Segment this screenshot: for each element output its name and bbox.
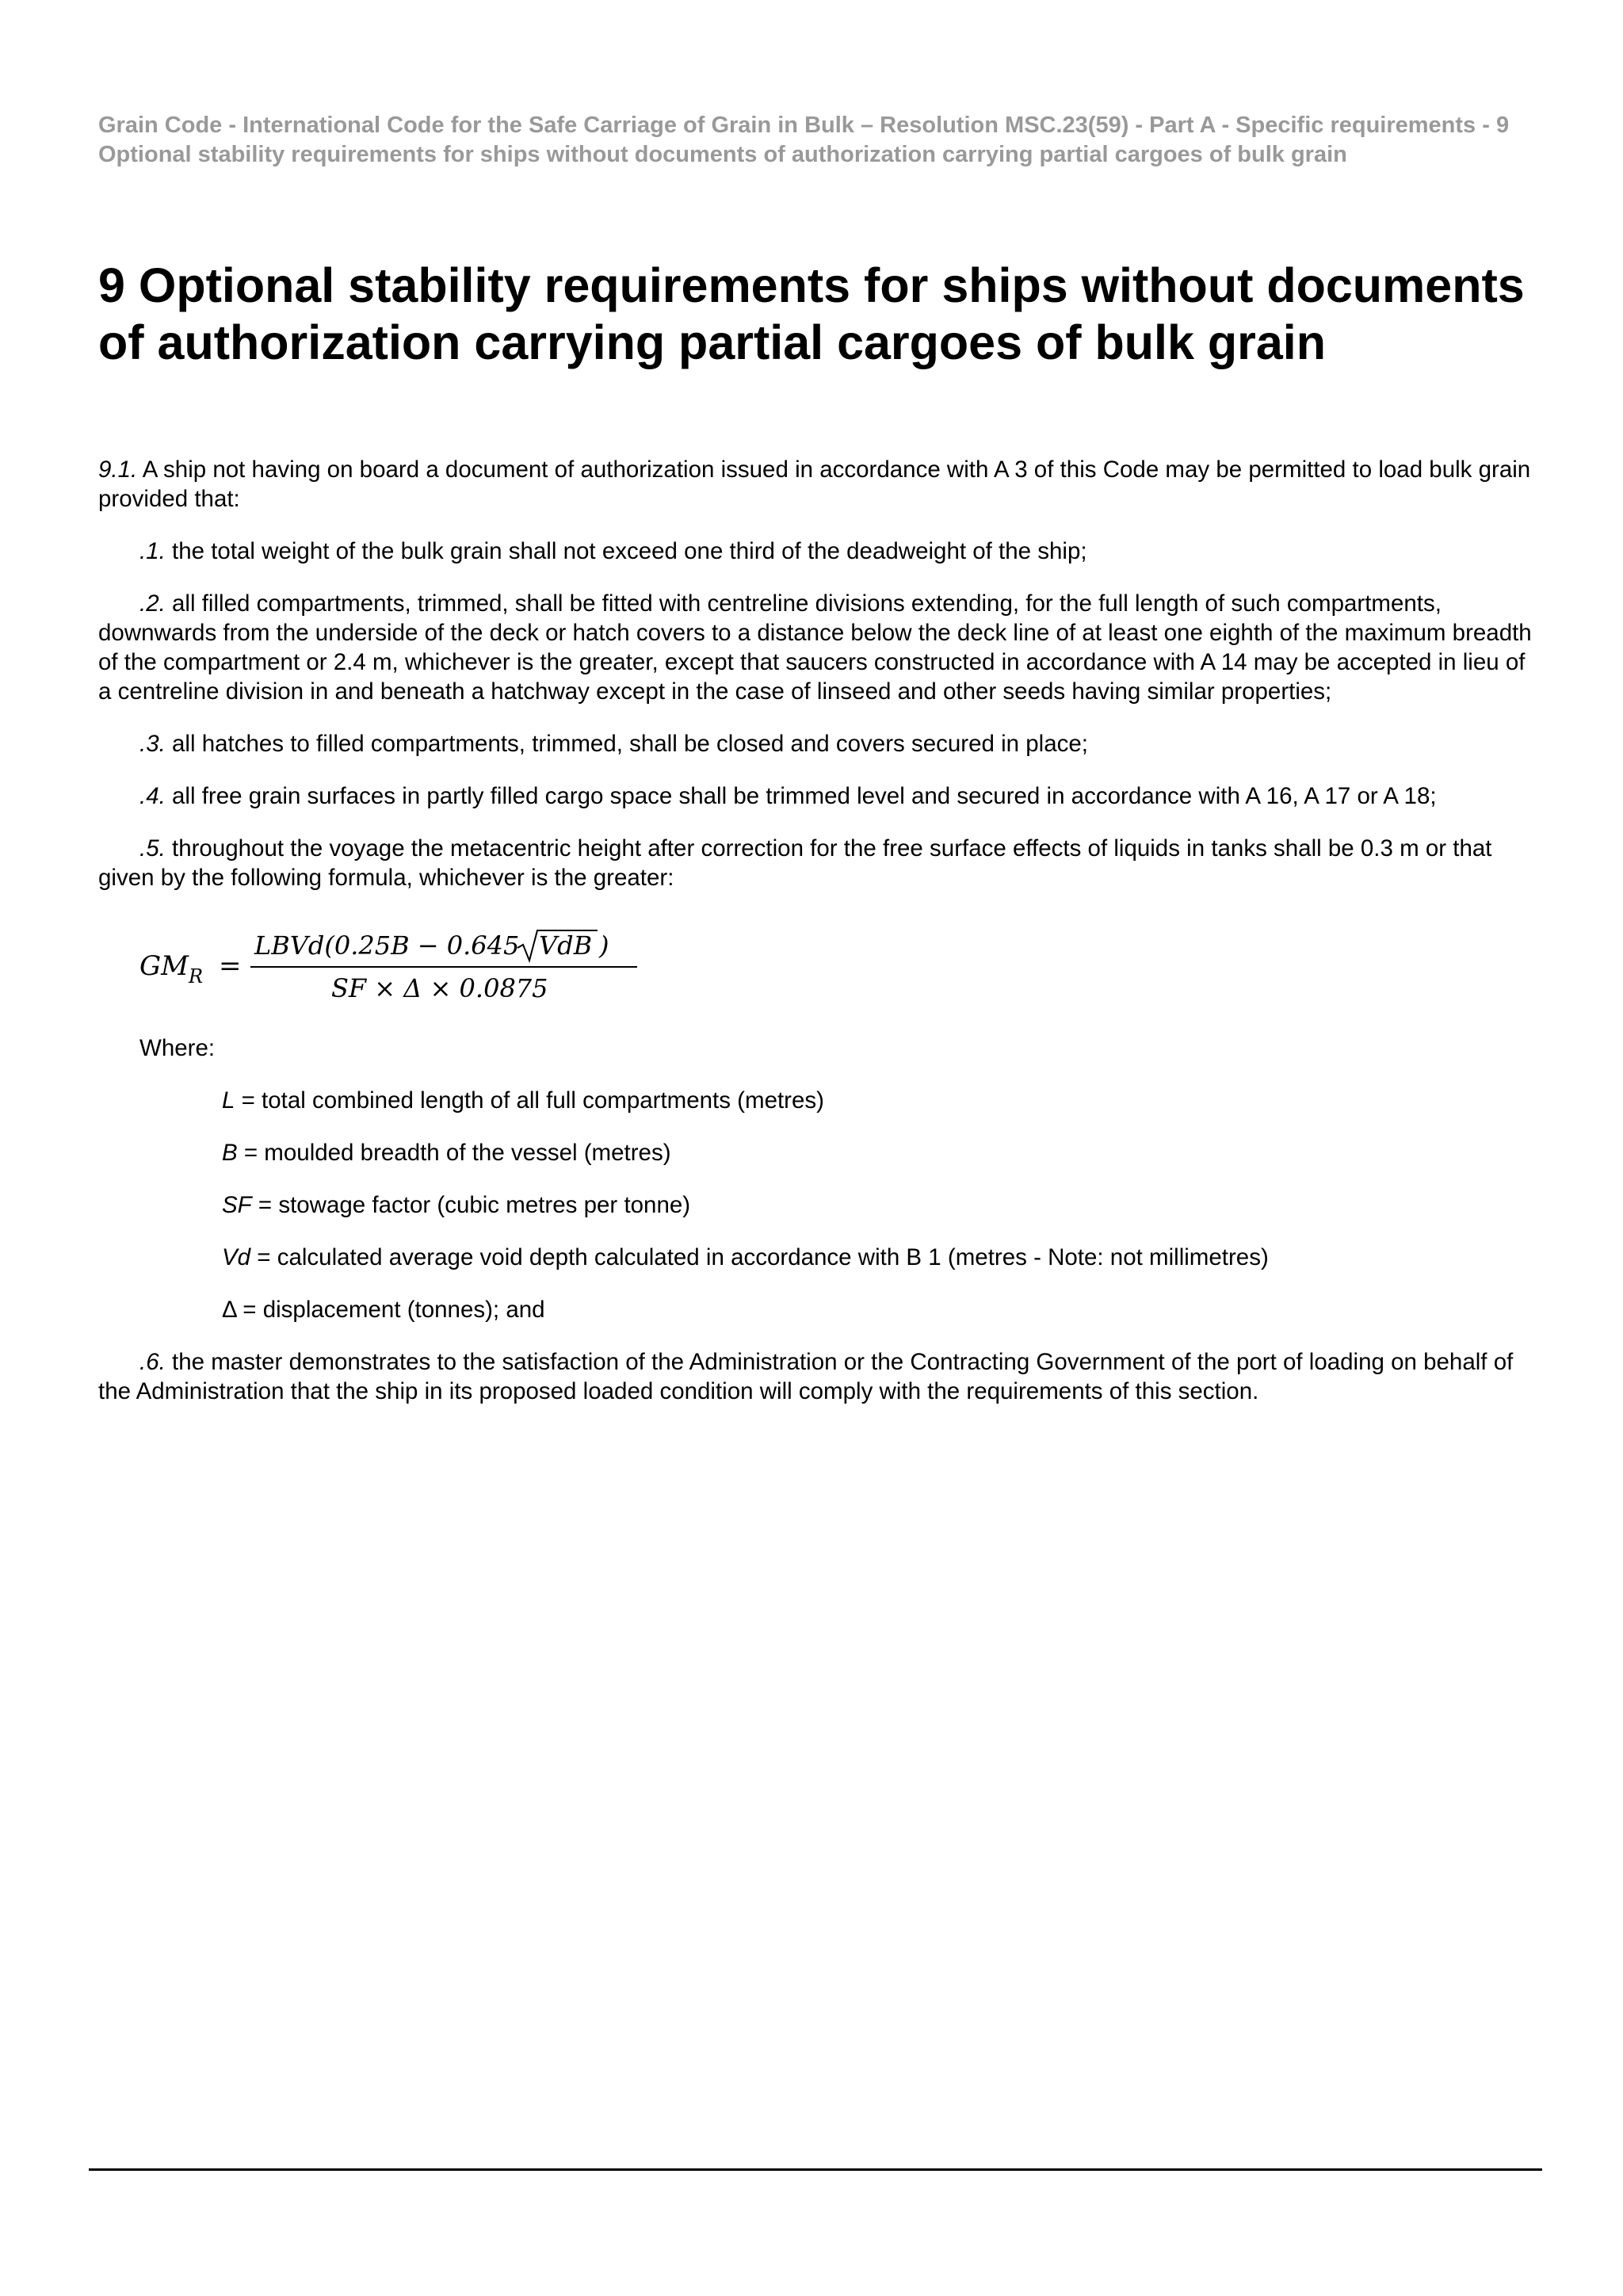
gm-formula	[139, 927, 1533, 1007]
formula-lhs: GM	[139, 950, 189, 982]
item-number: .6.	[139, 1349, 166, 1375]
list-item	[98, 1347, 1533, 1406]
formula-equals: =	[219, 950, 242, 982]
definition-item	[222, 1086, 1533, 1115]
document-body	[98, 455, 1533, 1429]
item-number: .2.	[139, 590, 166, 617]
definition-text: = stowage factor (cubic metres per tonne)	[251, 1192, 691, 1218]
list-item	[98, 834, 1533, 892]
definition-item	[222, 1295, 1533, 1324]
item-text: all hatches to filled compartments, trimmed, shall be closed and covers secured in place;	[165, 731, 1088, 757]
breadcrumb: Grain Code - International Code for the Safe Carriage of Grain in Bulk – Resolution MSC.23(59) - Part A - Specific requirements - 9 Optional stability requirements for ships without documents of authorization carrying partial cargoes of bulk grain	[98, 113, 1510, 167]
formula-numerator-close: )	[599, 930, 609, 961]
definition-symbol: L	[222, 1087, 235, 1114]
definition-text: = calculated average void depth calculated in accordance with B 1 (metres - Note: not millimetres)	[250, 1244, 1269, 1270]
definition-symbol: SF	[222, 1192, 252, 1218]
footer-divider	[89, 2168, 1542, 2171]
item-number: .5.	[139, 835, 166, 861]
paragraph-number: 9.1.	[98, 457, 138, 483]
list-item	[98, 729, 1533, 758]
formula-graphic	[139, 927, 694, 1007]
intro-paragraph	[98, 455, 1533, 514]
definition-item	[222, 1243, 1533, 1272]
definition-text: = moulded breadth of the vessel (metres)	[237, 1140, 671, 1166]
definition-item	[222, 1138, 1533, 1167]
item-text: all filled compartments, trimmed, shall be fitted with centreline divisions extending, for the full length of such compartments, downwards from the underside of the deck or hatch covers to a distance below the deck line of at least one eighth of the maximum breadth of the compartment or 2.4 m, whichever is the greater, except that saucers constructed in accordance with A 14 may be accepted in lieu of a centreline division in and beneath a hatchway except in the case of linseed and other seeds having similar properties;	[98, 590, 1532, 705]
item-number: .1.	[139, 538, 166, 564]
formula-radicand: VdB	[539, 930, 593, 961]
formula-denominator: SF × Δ × 0.0875	[331, 973, 548, 1003]
item-text: throughout the voyage the metacentric height after correction for the free surface effects of liquids in tanks shall be 0.3 m or that given by the following formula, whichever is the greater:	[98, 835, 1492, 891]
list-item	[98, 537, 1533, 566]
formula-lhs-subscript: R	[189, 965, 204, 988]
definition-symbol: B	[222, 1140, 238, 1166]
item-number: .3.	[139, 731, 166, 757]
definition-item	[222, 1190, 1533, 1220]
list-item	[98, 781, 1533, 811]
page-title: 9 Optional stability requirements for ships without documents of authorization carrying partial cargoes of bulk grain	[98, 258, 1525, 369]
item-text: the master demonstrates to the satisfaction of the Administration or the Contracting Government of the port of loading on behalf of the Administration that the ship in its proposed loaded condition will comply with the requirements of this section.	[98, 1349, 1514, 1404]
item-number: .4.	[139, 783, 166, 809]
definition-text: = displacement (tonnes); and	[236, 1297, 545, 1323]
item-text: all free grain surfaces in partly filled cargo space shall be trimmed level and secured in accordance with A 16, A 17 or A 18;	[165, 783, 1437, 809]
item-text: the total weight of the bulk grain shall not exceed one third of the deadweight of the ship;	[165, 538, 1087, 564]
definition-symbol: Vd	[222, 1244, 251, 1270]
paragraph-text: A ship not having on board a document of authorization issued in accordance with A 3 of this Code may be permitted to load bulk grain provided that:	[98, 457, 1531, 512]
definition-symbol: Δ	[222, 1297, 237, 1323]
definition-text: = total combined length of all full compartments (metres)	[235, 1087, 824, 1114]
formula-numerator: LBVd(0.25B − 0.645	[254, 930, 520, 961]
list-item	[98, 589, 1533, 706]
document-page	[98, 111, 1533, 1404]
where-label: Where:	[139, 1035, 216, 1061]
